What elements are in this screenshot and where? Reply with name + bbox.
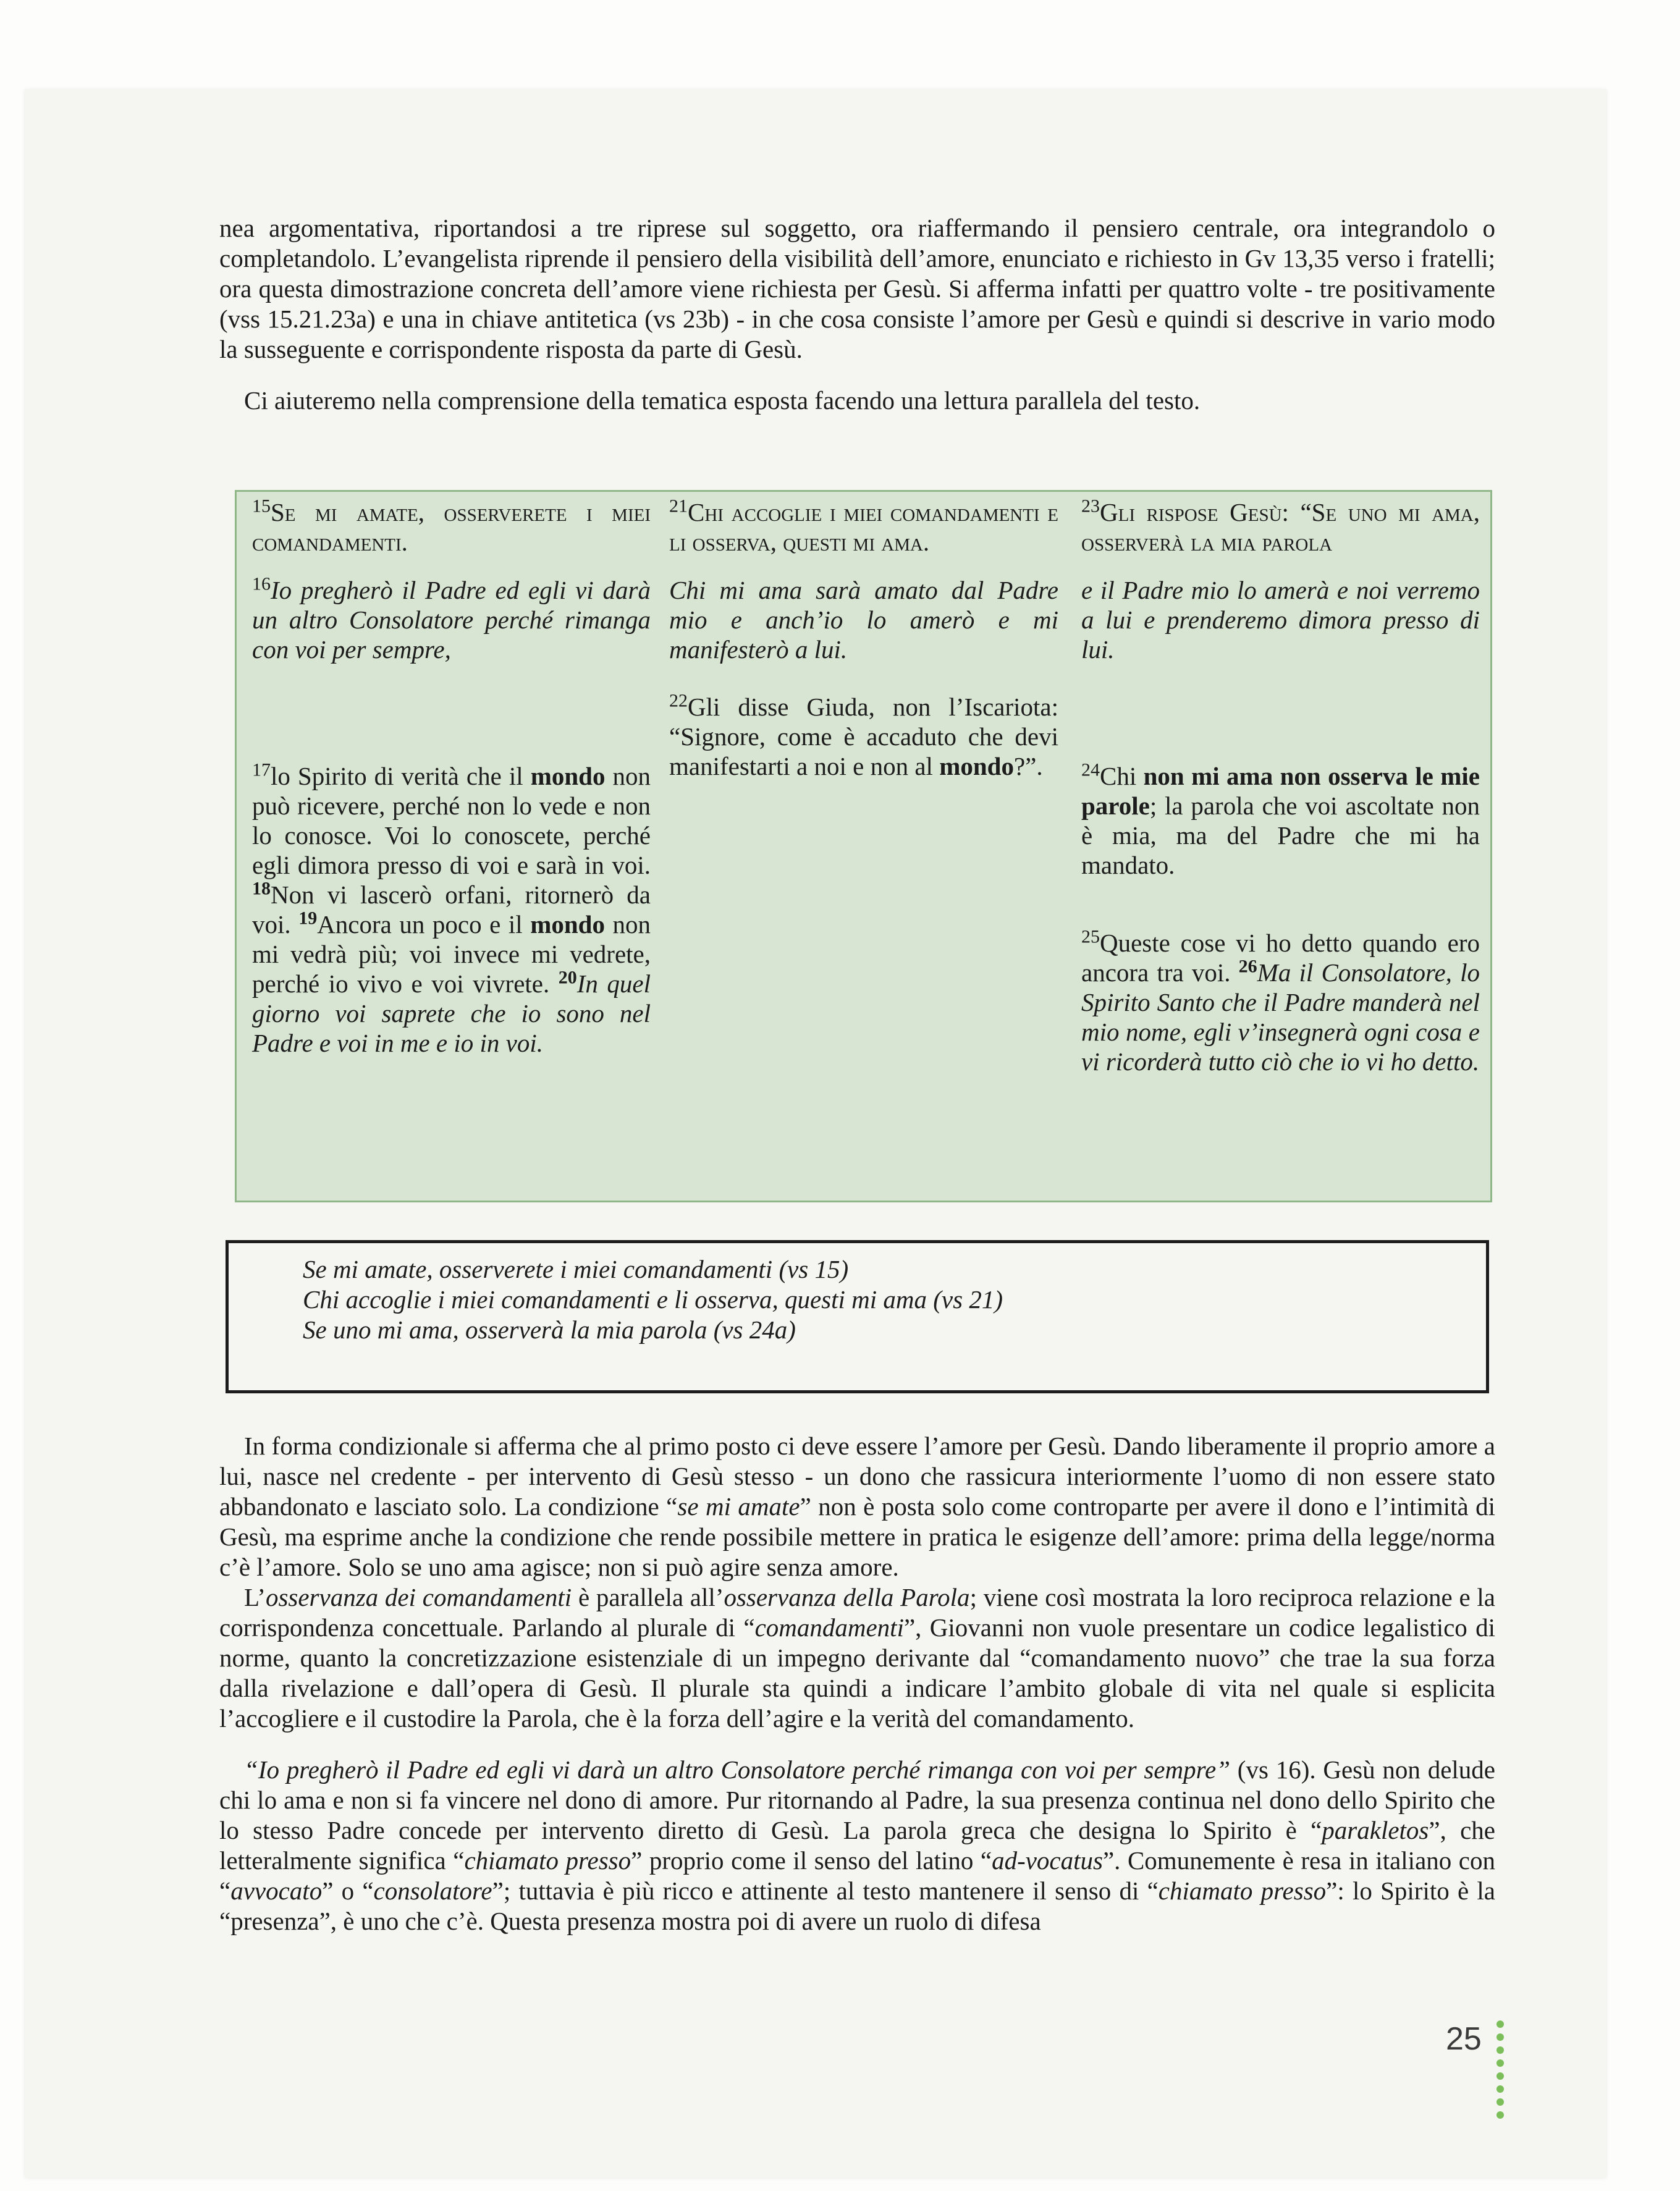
body-paragraph-3: “Io pregherò il Padre ed egli vi darà un altro Consolatore perché rimanga con voi per sempre” (vs 16). Gesù non delude chi lo ama e non si fa vincere nel dono di amore. Pur ritornando al Padre, la sua presenza continua nel dono dello Spirito che lo stesso Padre concede per intervento diretto di Gesù. La parola greca che designa lo Spirito è “parakletos”, che letteralmente significa “chiamato presso” proprio come il senso del latino “ad-vocatus”. Comunemente è resa in italiano con “avvocato” o “consolatore”; tuttavia è più ricco e attinente al testo mantenere il senso di “chiamato presso”: lo Spirito è la “presenza”, è uno che c’è. Questa presenza mostra poi di avere un ruolo di difesa <box>219 1755 1495 1935</box>
dot-icon <box>1496 2046 1504 2054</box>
verse-21-cont: Chi mi ama sarà amato dal Padre mio e anch’io lo amerò e mi manifesterò a lui. <box>669 576 1058 664</box>
summary-line-1: Se mi amate, osserverete i miei comandamenti (vs 15) <box>303 1255 849 1283</box>
dot-icon <box>1496 2098 1504 2106</box>
verses-17-20: $^{17}$lo Spirito di verità che il mondo non può ricevere, perché non lo vede e non lo conosce. Voi lo conoscete, perché egli dimora presso di voi e sarà in voi. $^{18}$Non vi lascerò orfani, ritornerò da voi. $^{19}$Ancora un poco e il mondo non mi vedrà più; voi invece mi vedrete, perché io vivo e voi vivrete. $^{20}$In quel giorno voi saprete che io sono nel Padre e voi in me e io in voi. <box>252 759 651 1057</box>
parallel-column-3 <box>1081 497 1480 1076</box>
intro-paragraph-1: nea argomentativa, riportandosi a tre riprese sul soggetto, ora riaffermando il pensiero centrale, ora integrandolo o completandolo. L’evangelista riprende il pensiero della visibilità dell’amore, enunciato e richiesto in Gv 13,35 verso i fratelli; ora questa dimostrazione concreta dell’amore viene richiesta per Gesù. Si afferma infatti per quattro volte - tre positivamente (vss 15.21.23a) e una in chiave antitetica (vs 23b) - in che cosa consiste l’amore per Gesù e quindi si descrive in vario modo la susseguente e corrispondente risposta da parte di Gesù. <box>219 214 1495 363</box>
body-paragraph-2: L’osservanza dei comandamenti è parallela all’osservanza della Parola; viene così mostrata la loro reciproca relazione e la corrispondenza concettuale. Parlando al plurale di “comandamenti”, Giovanni non vuole presentare un codice legalistico di norme, quanto la concretizzazione esistenziale di un impegno derivante dal “comandamento nuovo” che trae la sua forza dalla rivelazione e dall’opera di Gesù. Il plurale sta quindi a indicare l’ambito globale di vita nel quale si esplicita l’accogliere e il custodire la Parola, che è la forza dell’agire e la verità del comandamento. <box>219 1583 1496 1733</box>
summary-quote-box <box>226 1240 1489 1393</box>
parallel-column-1 <box>252 497 651 1058</box>
dot-icon <box>1496 2020 1504 2028</box>
intro-section <box>219 213 1495 416</box>
dot-icon <box>1496 2072 1504 2080</box>
decorative-dots <box>1496 2020 1505 2124</box>
dot-icon <box>1496 2085 1504 2093</box>
verses-25-26: $^{25}$Queste cose vi ho detto quando ero ancora tra voi. $^{26}$Ma il Consolatore, lo Spirito Santo che il Padre manderà nel mio nome, egli v’insegnerà ogni cosa e vi ricorderà tutto ciò che io vi ho detto. <box>1081 926 1480 1076</box>
verse-21: $^{21}$Chi accoglie i miei comandamenti e li osserva, questi mi ama. <box>669 496 1058 556</box>
summary-line-2: Chi accoglie i miei comandamenti e li osserva, questi mi ama (vs 21) <box>303 1285 1003 1314</box>
summary-line-3: Se uno mi ama, osserverà la mia parola (vs 24a) <box>303 1315 796 1344</box>
parallel-column-2 <box>669 497 1058 781</box>
body-section <box>219 1431 1495 1936</box>
verse-16: $^{16}$Io pregherò il Padre ed egli vi darà un altro Consolatore perché rimanga con voi per sempre, <box>252 573 651 664</box>
body-paragraph-1: In forma condizionale si afferma che al primo posto ci deve essere l’amore per Gesù. Dando liberamente il proprio amore a lui, nasce nel credente - per intervento di Gesù stesso - un dono che rassicura interiormente l’uomo di non essere stato abbandonato e lasciato solo. La condizione “se mi amate” non è posta solo come controparte per avere il dono e l’intimità di Gesù, ma esprime anche la condizione che rende possibile mettere in pratica le esigenze dell’amore: prima della legge/norma c’è l’amore. Solo se uno ama agisce; non si può agire senza amore. <box>219 1432 1495 1581</box>
dot-icon <box>1496 2033 1504 2041</box>
dot-icon <box>1496 2059 1504 2067</box>
verse-23: $^{23}$Gli rispose Gesù: “Se uno mi ama, osserverà la mia parola <box>1081 496 1480 556</box>
verse-22: $^{22}$Gli disse Giuda, non l’Iscariota: “Signore, come è accaduto che devi manifestarti a noi e non al mondo?”. <box>669 690 1058 780</box>
verse-23-cont: e il Padre mio lo amerà e noi verremo a lui e prenderemo dimora presso di lui. <box>1081 576 1480 664</box>
dot-icon <box>1496 2111 1504 2119</box>
verse-15: $^{15}$Se mi amate, osserverete i miei comandamenti. <box>252 496 651 556</box>
intro-paragraph-2: Ci aiuteremo nella comprensione della tematica esposta facendo una lettura parallela del testo. <box>244 386 1201 415</box>
verse-24: $^{24}$Chi non mi ama non osserva le mie parole; la parola che voi ascoltate non è mia, ma del Padre che mi ha mandato. <box>1081 759 1480 879</box>
page-number: 25 <box>1446 2021 1482 2057</box>
